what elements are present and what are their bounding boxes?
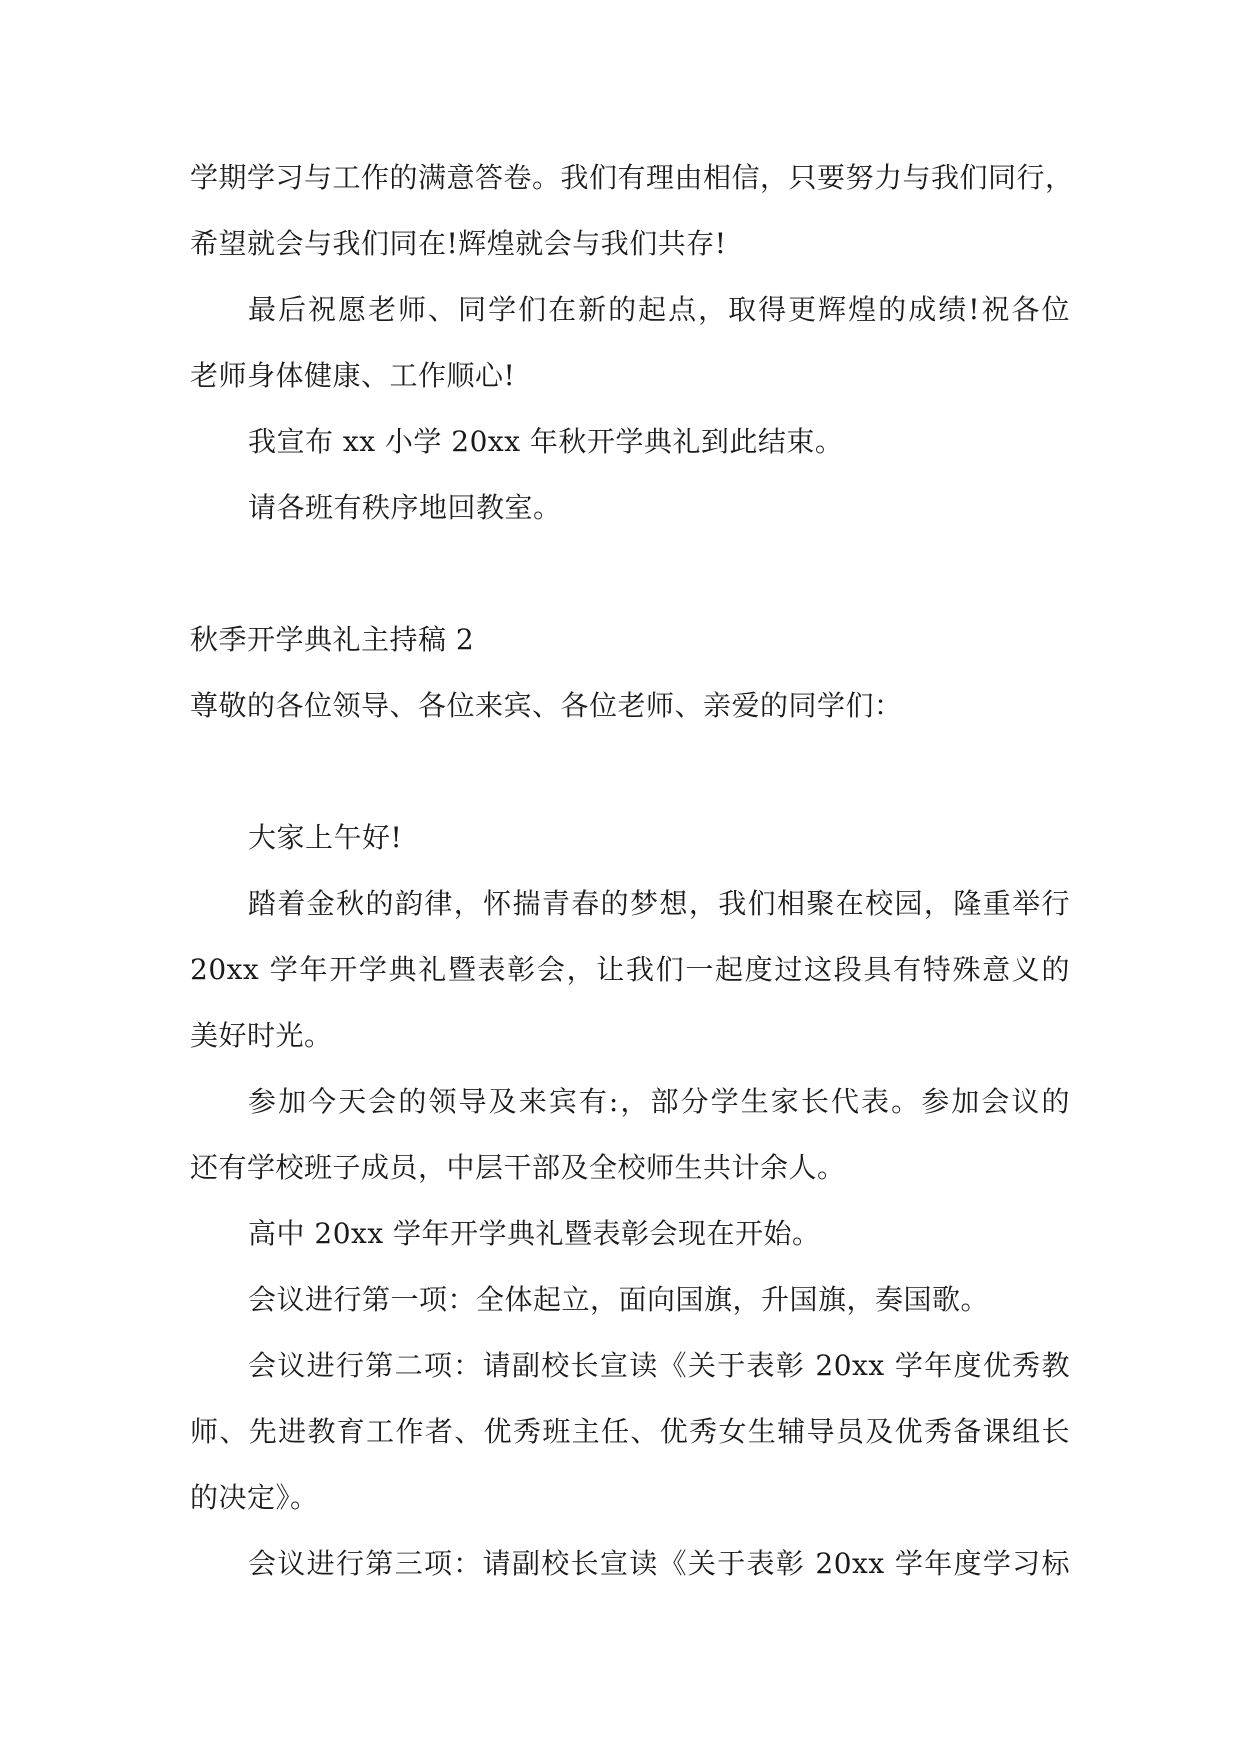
paragraph-line: 希望就会与我们同在!辉煌就会与我们共存!: [190, 227, 727, 260]
paragraph-line: 师、先进教育工作者、优秀班主任、优秀女生辅导员及优秀备课组长: [190, 1415, 1070, 1448]
salutation: 尊敬的各位领导、各位来宾、各位老师、亲爱的同学们：: [190, 689, 903, 722]
paragraph-line: 的决定》。: [190, 1481, 319, 1514]
paragraph-line: 参加今天会的领导及来宾有:，部分学生家长代表。参加会议的: [248, 1085, 1070, 1118]
paragraph-line: 踏着金秋的韵律，怀揣青春的梦想，我们相聚在校园，隆重举行: [248, 887, 1070, 920]
paragraph-line: 会议进行第三项：请副校长宣读《关于表彰 20xx 学年度学习标: [248, 1547, 1070, 1580]
greeting: 大家上午好!: [248, 821, 403, 854]
paragraph-line: 高中 20xx 学年开学典礼暨表彰会现在开始。: [248, 1217, 821, 1250]
paragraph-line: 我宣布 xx 小学 20xx 年秋开学典礼到此结束。: [248, 425, 844, 458]
paragraph-line: 最后祝愿老师、同学们在新的起点，取得更辉煌的成绩!祝各位: [248, 293, 1070, 326]
paragraph-line: 美好时光。: [190, 1019, 333, 1052]
paragraph-line: 会议进行第二项：请副校长宣读《关于表彰 20xx 学年度优秀教: [248, 1349, 1070, 1382]
section-heading: 秋季开学典礼主持稿 2: [190, 623, 475, 656]
paragraph-line: 会议进行第一项：全体起立，面向国旗，升国旗，奏国歌。: [248, 1283, 990, 1316]
paragraph-line: 学期学习与工作的满意答卷。我们有理由相信，只要努力与我们同行，: [190, 161, 1074, 194]
paragraph-line: 老师身体健康、工作顺心!: [190, 359, 516, 392]
paragraph-line: 请各班有秩序地回教室。: [248, 491, 562, 524]
paragraph-line: 20xx 学年开学典礼暨表彰会，让我们一起度过这段具有特殊意义的: [190, 953, 1070, 986]
paragraph-line: 还有学校班子成员，中层干部及全校师生共计余人。: [190, 1151, 846, 1184]
